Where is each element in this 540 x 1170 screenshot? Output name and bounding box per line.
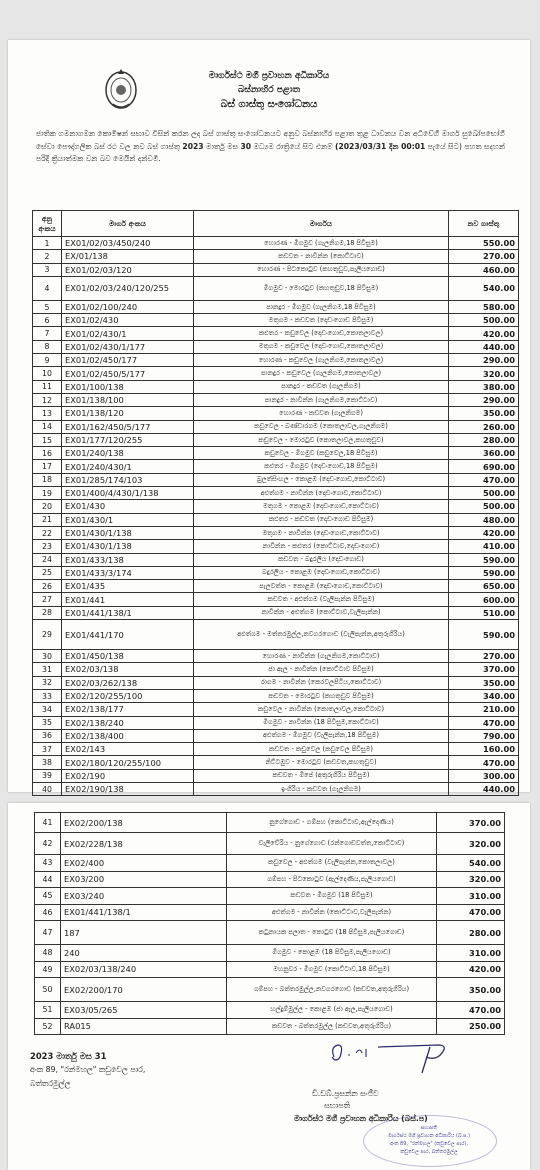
fare-cell: 440.00 <box>449 782 519 795</box>
route-number-cell: EX01/285/174/103 <box>62 473 194 486</box>
stamp-line: මාර්ගස්ථ මගී ප්‍රවාහන අධිකාරිය (බ.ප.) <box>387 1133 471 1139</box>
route-cell: පැලවත්ත - කොළඹ (දොඩංගොඩ,කොට්ටාව) <box>194 580 449 593</box>
serial-cell: 4 <box>33 276 62 300</box>
route-number-cell: EX01/02/450/177 <box>62 354 194 367</box>
route-number-cell: EX02/03/138 <box>62 663 194 676</box>
route-cell: හොරණ - මීගමුව (ගැලනිගම,18 පිවිසුම) <box>194 237 449 250</box>
table-row <box>35 833 505 855</box>
table-row <box>35 904 505 921</box>
route-number-cell: EX01/02/03/120 <box>62 263 194 276</box>
route-cell: පානදුර - කඩුවෙල (ගැලනිගම,කොතලාවල) <box>194 367 449 380</box>
table-row <box>33 703 519 716</box>
fare-cell: 550.00 <box>449 237 519 250</box>
route-cell: පානදුර - මීගමුව (ගැලනිගම,18 පිවිසුම) <box>194 300 449 313</box>
route-cell: මතුගම - කොළඹ (දොඩංගොඩ,කොට්ටාව) <box>194 500 449 513</box>
fare-cell: 280.00 <box>449 433 519 446</box>
serial-cell: 38 <box>33 756 62 769</box>
fare-cell: 350.00 <box>437 978 505 1002</box>
serial-cell: 52 <box>35 1018 61 1035</box>
fare-cell: 310.00 <box>437 945 505 962</box>
serial-cell: 35 <box>33 716 62 729</box>
route-number-cell: 240 <box>61 945 227 962</box>
fare-cell: 210.00 <box>449 703 519 716</box>
stamp-line: කඩුවෙල පාර, බත්තරමුල්ල <box>400 1149 458 1155</box>
fare-cell: 270.00 <box>449 650 519 663</box>
document-page-1 <box>8 40 530 795</box>
route-number-cell: RA015 <box>61 1018 227 1035</box>
fare-cell: 420.00 <box>449 526 519 539</box>
fare-cell: 290.00 <box>449 354 519 367</box>
serial-cell: 1 <box>33 237 62 250</box>
serial-cell: 20 <box>33 500 62 513</box>
table-row <box>33 354 519 367</box>
fare-cell: 460.00 <box>449 263 519 276</box>
serial-cell: 7 <box>33 327 62 340</box>
table-row <box>33 420 519 433</box>
table-row <box>33 237 519 250</box>
route-cell: කඩවත - මීපේ (අතුරුගිරිය පිවිසුම) <box>194 769 449 782</box>
route-number-cell: EX01/02/03/240/120/255 <box>62 276 194 300</box>
route-cell: අළුත්ගම - නාවින්න (දොඩංගොඩ,කොට්ටාව) <box>194 487 449 500</box>
table-row <box>33 500 519 513</box>
serial-cell: 13 <box>33 407 62 420</box>
route-number-cell: EX02/200/138 <box>61 813 227 833</box>
signatory-department: මාර්ගස්ථ මගී ප්‍රවාහන අධිකාරිය (බස්.ප) <box>294 1114 428 1123</box>
route-cell: කටුනායක පලාත - කොටුව (18 පිවිසුම,පැලියගොඩ) <box>227 921 437 945</box>
fare-cell: 360.00 <box>449 447 519 460</box>
table-row <box>33 650 519 663</box>
fare-cell: 590.00 <box>449 620 519 650</box>
route-number-cell: EX01/02/430/1/177 <box>62 340 194 353</box>
table-row <box>33 327 519 340</box>
table-row <box>33 393 519 406</box>
fare-cell: 540.00 <box>449 276 519 300</box>
fare-cell: 500.00 <box>449 314 519 327</box>
route-number-cell: EX01/430/1/138 <box>62 540 194 553</box>
fare-cell: 470.00 <box>449 473 519 486</box>
serial-cell: 24 <box>33 553 62 566</box>
fare-cell: 500.00 <box>449 487 519 500</box>
route-cell: කඩවත - නාවින්න (කොට්ටාව) <box>194 250 449 263</box>
serial-cell: 29 <box>33 620 62 650</box>
serial-cell: 10 <box>33 367 62 380</box>
route-cell: ඉංගිරිය - කඩවත (ගැලනිගම) <box>194 782 449 795</box>
document-page-2 <box>8 803 530 1170</box>
route-number-cell: EX03/240 <box>61 888 227 905</box>
header-route: මාර්ගය <box>194 211 449 237</box>
serial-cell: 21 <box>33 513 62 526</box>
serial-cell: 49 <box>35 961 61 978</box>
fare-cell: 470.00 <box>449 716 519 729</box>
route-number-cell: EX01/433/3/174 <box>62 566 194 579</box>
stamp-line: සභාපති <box>420 1125 438 1131</box>
route-number-cell: EX02/138/240 <box>62 716 194 729</box>
route-cell: කඩුවෙල - බණ්ඩාරගම (කොතලාවල,ගැලනිගම) <box>194 420 449 433</box>
route-number-cell: EX01/441 <box>62 593 194 606</box>
table-row <box>35 921 505 945</box>
fare-cell: 420.00 <box>449 327 519 340</box>
serial-cell: 11 <box>33 380 62 393</box>
header-route-number: මාර්ග අංකය <box>62 211 194 237</box>
fare-cell: 370.00 <box>437 813 505 833</box>
fare-cell: 590.00 <box>449 566 519 579</box>
serial-cell: 34 <box>33 703 62 716</box>
route-cell: නාවින්න - අළුත්ගම (කොට්ටාව,වැලිපැන්න) <box>194 606 449 619</box>
route-cell: මීගමුව - මොරටුව (කහතුඩුව,18 පිවිසුම) <box>194 276 449 300</box>
serial-cell: 17 <box>33 460 62 473</box>
fare-cell: 480.00 <box>449 513 519 526</box>
route-cell: මීගමුව - නාවින්න (18 පිවිසුම,කොට්ටාව) <box>194 716 449 729</box>
route-number-cell: EX01/400/4/430/1/138 <box>62 487 194 500</box>
serial-cell: 18 <box>33 473 62 486</box>
table-row <box>35 978 505 1002</box>
signatory-name: ඩී.ඩබ්.ප්‍රසන්න සංජීව <box>312 1089 379 1098</box>
route-number-cell: EX01/430/1/138 <box>62 526 194 539</box>
intro-paragraph: ජාතික ගමනාගමන කොමිෂන් සභාව විසින් කරන ලද බස් ගාස්තු සංශෝධනයට අනුව බස්නාහිර පළාත තුළ ධාවනය වන අධිවේගී මාර්ග සුඛෝපභෝගී සේවා පෞද්ගලික බස් රථ වල නව බස් ගාස්තු 2023 මාර්තු මස 30 මධ්‍යම රාත්‍රියේ සිට එනම් (2023/03/31 දින 00:01 පැයේ සිට) පහත සදහන් පරිදි ක්‍රියාත්මක වන බව මෙයින් දන්වමි. <box>36 129 506 163</box>
table-row <box>33 663 519 676</box>
route-cell: පානදුර - කඩවත (ගැලනිගම) <box>194 380 449 393</box>
route-cell: කළුතර - කඩවත (දොඩංගොඩ පිවිසුම) <box>194 513 449 526</box>
table-row <box>33 314 519 327</box>
route-number-cell: EX01/450/138 <box>62 650 194 663</box>
serial-cell: 50 <box>35 978 61 1002</box>
serial-cell: 47 <box>35 921 61 945</box>
route-cell: කඩවත - බත්තරමුල්ල (කඩවත,අතුරුගිරිය) <box>227 1018 437 1035</box>
fare-cell: 280.00 <box>437 921 505 945</box>
route-number-cell: EX01/240/138 <box>62 447 194 460</box>
route-cell: ගම්පහ - පිටකොටුව (ඇල්දෙණිය,පැලියගොඩ) <box>227 871 437 888</box>
route-number-cell: EX02/190/138 <box>62 782 194 795</box>
fare-cell: 350.00 <box>449 407 519 420</box>
fare-cell: 160.00 <box>449 743 519 756</box>
route-cell: මතුගම - නාවින්න (දොඩංගොඩ,කොට්ටාව) <box>194 526 449 539</box>
route-cell: රාගම - නාවින්න (කෙරවලපිටිය,කොට්ටාව) <box>194 676 449 689</box>
fare-cell: 440.00 <box>449 340 519 353</box>
route-number-cell: EX01/435 <box>62 580 194 593</box>
fare-cell: 590.00 <box>449 553 519 566</box>
fare-table-continued <box>34 812 505 1035</box>
fare-cell: 370.00 <box>449 663 519 676</box>
serial-cell: 25 <box>33 566 62 579</box>
serial-cell: 48 <box>35 945 61 962</box>
table-row <box>35 871 505 888</box>
table-row <box>33 769 519 782</box>
serial-cell: 3 <box>33 263 62 276</box>
table-row <box>33 756 519 769</box>
fare-table <box>32 210 519 796</box>
serial-cell: 51 <box>35 1002 61 1019</box>
route-cell: මතුගම - කඩුවෙල (දොඩංගොඩ,කොතලාවල) <box>194 340 449 353</box>
route-cell: මීගමුව - කොළඹ (18 පිවිසුම,පැලියගොඩ) <box>227 945 437 962</box>
route-number-cell: EX02/03/138/240 <box>61 961 227 978</box>
table-row <box>33 620 519 650</box>
serial-cell: 6 <box>33 314 62 327</box>
serial-cell: 31 <box>33 663 62 676</box>
serial-cell: 41 <box>35 813 61 833</box>
table-row <box>33 716 519 729</box>
table-row <box>33 553 519 566</box>
route-cell: බදුරලිය - කොළඹ (දොඩංගොඩ,කොට්ටාව) <box>194 566 449 579</box>
fare-cell: 340.00 <box>449 689 519 702</box>
table-row <box>33 487 519 500</box>
fare-cell: 260.00 <box>449 420 519 433</box>
route-number-cell: EX02/03/262/138 <box>62 676 194 689</box>
table-row <box>33 250 519 263</box>
table-row <box>33 580 519 593</box>
table-row <box>33 566 519 579</box>
serial-cell: 37 <box>33 743 62 756</box>
stamp-line: අංක 89, "රන්මහල" (කඩුවෙල පාර), <box>390 1141 468 1147</box>
table-row <box>33 263 519 276</box>
route-number-cell: EX02/138/400 <box>62 729 194 742</box>
route-number-cell: EX01/138/120 <box>62 407 194 420</box>
route-cell: කඩුවෙල - අළුත්ගම (වැලිපැන්න,කොතලාවල) <box>227 855 437 872</box>
route-number-cell: EX01/441/138/1 <box>62 606 194 619</box>
route-cell: නුගේගොඩ - ගම්පහ (කොට්ටාව,ඇල්දෙණිය) <box>227 813 437 833</box>
fare-cell: 320.00 <box>449 367 519 380</box>
route-cell: කඩුවෙල - මීගමුව (කඩුවෙල,18 පිවිසුම) <box>194 447 449 460</box>
fare-cell: 470.00 <box>437 1002 505 1019</box>
serial-cell: 5 <box>33 300 62 313</box>
serial-cell: 8 <box>33 340 62 353</box>
serial-cell: 27 <box>33 593 62 606</box>
route-cell: මහනුවර - මීගමුව (කොට්ටාව,18 පිවිසුම) <box>227 961 437 978</box>
signatory-title: සභාපති <box>324 1101 350 1110</box>
fare-cell: 470.00 <box>449 756 519 769</box>
route-cell: අළුත්ගම - නාවින්න (කොට්ටාව,වැලිපැන්න) <box>227 904 437 921</box>
route-number-cell: EX01/240/430/1 <box>62 460 194 473</box>
table-row <box>35 1002 505 1019</box>
table-row <box>33 540 519 553</box>
serial-cell: 28 <box>33 606 62 619</box>
table-row <box>33 593 519 606</box>
fare-cell: 410.00 <box>449 540 519 553</box>
table-row <box>33 513 519 526</box>
table-row <box>33 606 519 619</box>
route-number-cell: EX01/100/138 <box>62 380 194 393</box>
fare-cell: 300.00 <box>449 769 519 782</box>
route-number-cell: EX02/228/138 <box>61 833 227 855</box>
route-number-cell: EX01/162/450/5/177 <box>62 420 194 433</box>
table-row <box>33 743 519 756</box>
table-row <box>35 813 505 833</box>
route-cell: අළුත්ගම - මත්තරමුල්ල,නවගරගොඩ (වැලිපැන්න,අතුරුගිරිය) <box>194 620 449 650</box>
fare-cell: 540.00 <box>437 855 505 872</box>
route-number-cell: EX01/433/138 <box>62 553 194 566</box>
route-cell: පානදුර - නාවින්න (ගැලනිගම,කොට්ටාව) <box>194 393 449 406</box>
fare-cell: 290.00 <box>449 393 519 406</box>
table-row <box>33 340 519 353</box>
fare-cell: 270.00 <box>449 250 519 263</box>
route-number-cell: 187 <box>61 921 227 945</box>
serial-cell: 44 <box>35 871 61 888</box>
serial-cell: 19 <box>33 487 62 500</box>
route-number-cell: EX01/02/430 <box>62 314 194 327</box>
fare-cell: 500.00 <box>449 500 519 513</box>
route-cell: කළුතර - මීගමුව (දොඩංගොඩ,18 පිවිසුම) <box>194 460 449 473</box>
route-number-cell: EX01/138/100 <box>62 393 194 406</box>
route-cell: හල්දුම්මුල්ල - කොළඹ (ජා ඇල,පැලියගොඩ) <box>227 1002 437 1019</box>
fare-cell: 790.00 <box>449 729 519 742</box>
route-number-cell: EX01/430/1 <box>62 513 194 526</box>
route-number-cell: EX02/190 <box>62 769 194 782</box>
route-cell: හොරණ - නාවින්න (ගැලනිගම,කොට්ටාව) <box>194 650 449 663</box>
route-cell: මතුගම - කඩවත (දොඩංගොඩ පිවිසුම) <box>194 314 449 327</box>
serial-cell: 14 <box>33 420 62 433</box>
route-cell: කඩුවෙල - මොරටුව (කොතලාවල,කහතුඩුව) <box>194 433 449 446</box>
route-number-cell: EX02/400 <box>61 855 227 872</box>
province-name: බස්නාහිර පළාත <box>237 85 301 95</box>
authority-name: මාර්ගස්ථ මගී ප්‍රවාහන අධිකාරිය <box>208 71 330 81</box>
fare-cell: 650.00 <box>449 580 519 593</box>
serial-cell: 16 <box>33 447 62 460</box>
serial-cell: 23 <box>33 540 62 553</box>
route-cell: කඩවත - බදුරලිය (දොඩංගොඩ) <box>194 553 449 566</box>
route-number-cell: EX02/143 <box>62 743 194 756</box>
table-row <box>35 888 505 905</box>
document-title: බස් ගාස්තු සංශෝධනය <box>220 99 318 110</box>
route-number-cell: EX01/02/100/240 <box>62 300 194 313</box>
serial-cell: 32 <box>33 676 62 689</box>
serial-cell: 2 <box>33 250 62 263</box>
table-row <box>33 367 519 380</box>
route-number-cell: EX01/02/03/450/240 <box>62 237 194 250</box>
fare-cell: 580.00 <box>449 300 519 313</box>
table-row <box>33 473 519 486</box>
table-row <box>35 855 505 872</box>
route-cell: කඩවත - මීගමුව (18 පිවිසුම) <box>227 888 437 905</box>
route-cell: කඩවත - මොරටුව (කහතුඩුව පිවිසුම) <box>194 689 449 702</box>
fare-cell: 510.00 <box>449 606 519 619</box>
fare-cell: 310.00 <box>437 888 505 905</box>
header-fare: නව ගාස්තු <box>449 211 519 237</box>
route-cell: කඩවත - කඩුවෙල (කඩුවෙල පිවිසුම) <box>194 743 449 756</box>
serial-cell: 26 <box>33 580 62 593</box>
route-number-cell: EX02/200/170 <box>61 978 227 1002</box>
table-row <box>33 276 519 300</box>
serial-cell: 39 <box>33 769 62 782</box>
address-line-2: බත්තරමුල්ල <box>30 1079 71 1088</box>
table-row <box>33 300 519 313</box>
route-cell: කඩුවෙල - නාවින්න (කොතලාවල,කොට්ටාව) <box>194 703 449 716</box>
fare-cell: 380.00 <box>449 380 519 393</box>
serial-cell: 30 <box>33 650 62 663</box>
route-cell: නාවින්න - කළුතර (කොට්ටාව,දොඩංගොඩ) <box>194 540 449 553</box>
table-row <box>35 945 505 962</box>
table-row <box>33 460 519 473</box>
serial-cell: 12 <box>33 393 62 406</box>
table-row <box>33 689 519 702</box>
route-cell: හොරණ - පිටකොටුව (කහතුඩුව,පැලියගොඩ) <box>194 263 449 276</box>
route-cell: අළුත්ගම - මීගමුව (වැලිපැන්න,18 පිවිසුම) <box>194 729 449 742</box>
route-cell: හොරණ - කඩවත (ගැලනිගම) <box>194 407 449 420</box>
table-row <box>33 447 519 460</box>
document-date: 2023 මාර්තු මස 31 <box>30 1051 107 1061</box>
route-number-cell: EX02/180/120/255/100 <box>62 756 194 769</box>
serial-cell: 15 <box>33 433 62 446</box>
fare-cell: 600.00 <box>449 593 519 606</box>
route-cell: ජා ඇල - නාවින්න (කොට්ටාව පිවිසුම) <box>194 663 449 676</box>
serial-cell: 42 <box>35 833 61 855</box>
route-cell: නිට්ටඹුව - මොරටුව (කඩවත,කහතුඩුව) <box>194 756 449 769</box>
table-row <box>33 782 519 795</box>
serial-cell: 22 <box>33 526 62 539</box>
serial-cell: 46 <box>35 904 61 921</box>
route-number-cell: EX/01/138 <box>62 250 194 263</box>
route-cell: ගම්පහ - බත්තරමුල්ල,නවගරගොඩ (කඩවත,අතුරුගිරිය) <box>227 978 437 1002</box>
route-number-cell: EX01/177/120/255 <box>62 433 194 446</box>
route-number-cell: EX01/441/170 <box>62 620 194 650</box>
route-number-cell: EX03/05/265 <box>61 1002 227 1019</box>
route-cell: බුලත්සිංහල - කොළඹ (දොඩංගොඩ,කොට්ටාව) <box>194 473 449 486</box>
serial-cell: 40 <box>33 782 62 795</box>
header-serial: අනු අංකය <box>33 211 62 237</box>
table-row <box>33 380 519 393</box>
route-cell: කඩවත - අළුත්ගම (වැලිපැන්න පිවිසුම) <box>194 593 449 606</box>
table-row <box>33 676 519 689</box>
table-row <box>33 526 519 539</box>
route-cell: වැලිවේරිය - නුගේගොඩ (රන්ගොඩවත්ත,කොට්ටාව) <box>227 833 437 855</box>
signature-icon <box>326 1027 466 1075</box>
fare-cell: 690.00 <box>449 460 519 473</box>
table-row <box>35 961 505 978</box>
address-line-1: අංක 89, "රන්මහල" කඩුවෙල පාර, <box>30 1065 146 1074</box>
serial-cell: 45 <box>35 888 61 905</box>
fare-cell: 470.00 <box>437 904 505 921</box>
route-number-cell: EX03/200 <box>61 871 227 888</box>
table-row <box>33 729 519 742</box>
fare-cell: 250.00 <box>437 1018 505 1035</box>
route-number-cell: EX01/02/450/5/177 <box>62 367 194 380</box>
serial-cell: 36 <box>33 729 62 742</box>
serial-cell: 43 <box>35 855 61 872</box>
route-number-cell: EX01/430 <box>62 500 194 513</box>
fare-cell: 350.00 <box>449 676 519 689</box>
fare-cell: 320.00 <box>437 833 505 855</box>
route-number-cell: EX01/02/430/1 <box>62 327 194 340</box>
route-number-cell: EX02/138/177 <box>62 703 194 716</box>
table-row <box>33 407 519 420</box>
route-cell: කළුතර - කඩුවෙල (දොඩංගොඩ,කොතලාවල) <box>194 327 449 340</box>
route-number-cell: EX01/441/138/1 <box>61 904 227 921</box>
fare-cell: 420.00 <box>437 961 505 978</box>
serial-cell: 9 <box>33 354 62 367</box>
serial-cell: 33 <box>33 689 62 702</box>
route-cell: හොරණ - කඩුවෙල (ගැලනිගම,කොතලාවල) <box>194 354 449 367</box>
fare-cell: 320.00 <box>437 871 505 888</box>
table-row <box>33 433 519 446</box>
route-number-cell: EX02/120/255/100 <box>62 689 194 702</box>
